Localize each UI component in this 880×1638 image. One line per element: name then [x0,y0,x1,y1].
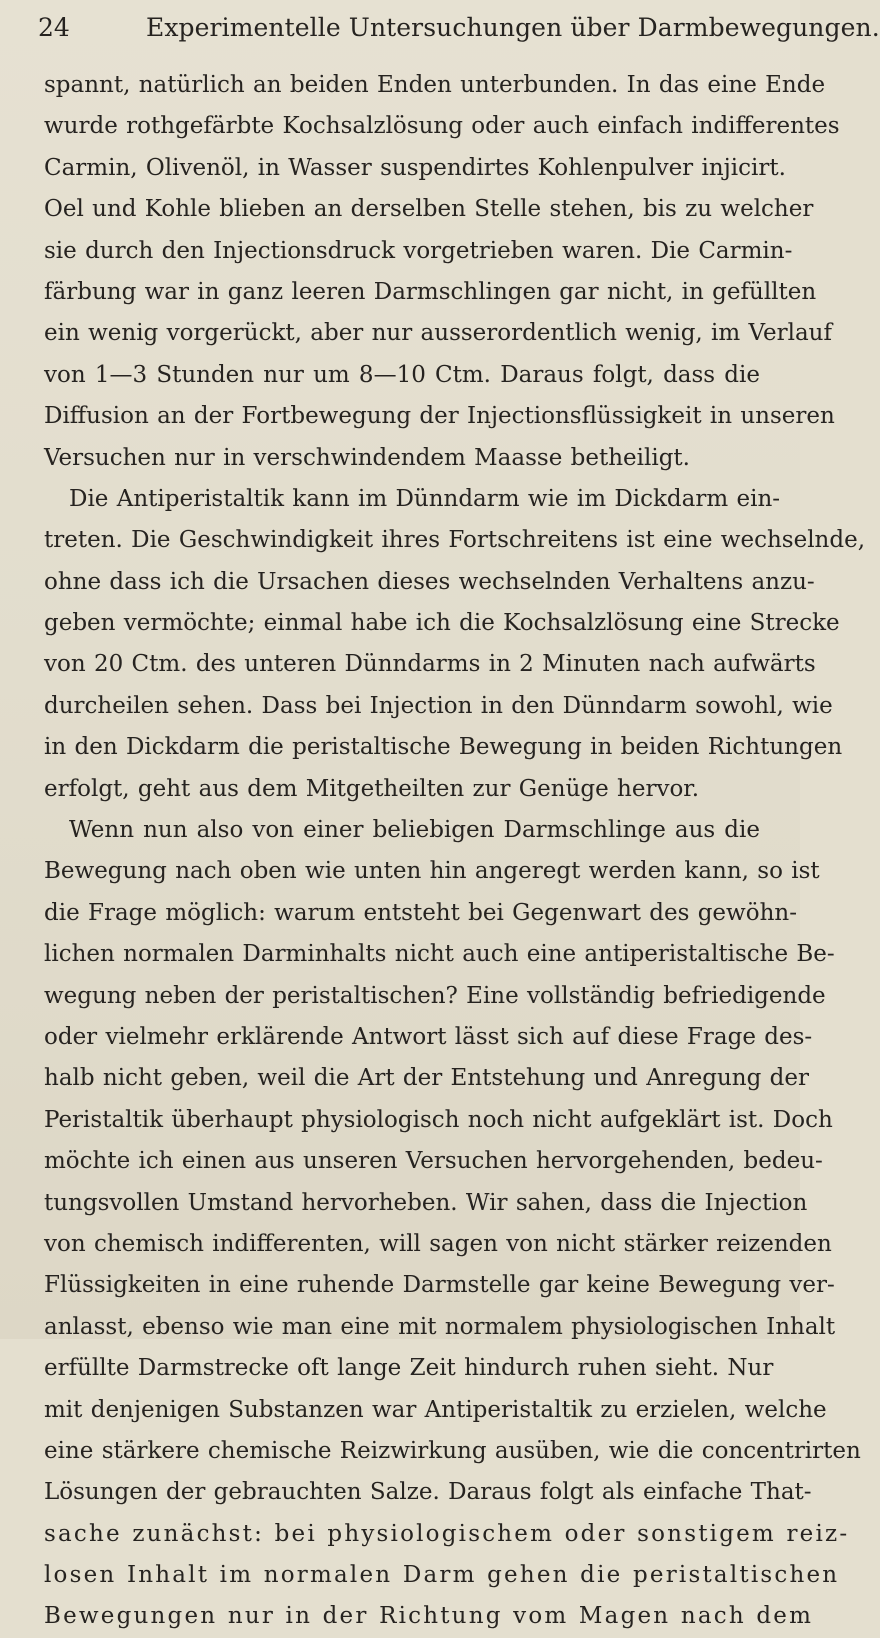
text-line: lichen normalen Darminhalts nicht auch eine antiperistaltische Be- [44,941,835,968]
text-line: Wenn nun also von einer beliebigen Darmschlinge aus die [69,817,760,844]
page-number: 24 [38,13,70,42]
text-line: von chemisch indifferenten, will sagen von nicht stärker reizenden [44,1230,832,1257]
text-line: Carmin, Olivenöl, in Wasser suspendirtes Kohlenpulver injicirt. [44,154,786,181]
text-line: geben vermöchte; einmal habe ich die Kochsalzlösung eine Strecke [44,610,840,637]
text-line: anlasst, ebenso wie man eine mit normalem physiologischen Inhalt [44,1313,836,1340]
text-line: färbung war in ganz leeren Darmschlingen gar nicht, in gefüllten [44,278,817,305]
text-line: eine stärkere chemische Reizwirkung ausüben, wie die concentrirten [44,1437,861,1464]
text-line: ohne dass ich die Ursachen dieses wechselnden Verhaltens anzu- [44,568,815,595]
text-line: sie durch den Injectionsdruck vorgetrieben waren. Die Carmin- [44,237,793,264]
text-line: Diffusion an der Fortbewegung der Injectionsflüssigkeit in unseren [44,403,835,430]
text-line: wegung neben der peristaltischen? Eine vollständig befriedigende [44,982,826,1009]
text-line: erfolgt, geht aus dem Mitgetheilten zur Genüge hervor. [44,775,700,802]
text-line: Flüssigkeiten in eine ruhende Darmstelle gar keine Bewegung ver- [44,1272,835,1299]
text-line: halb nicht geben, weil die Art der Entstehung und Anregung der [44,1065,809,1092]
text-line-emphasis: Bewegungen nur in der Richtung vom Magen nach dem [44,1603,814,1630]
text-line: Peristaltik überhaupt physiologisch noch nicht aufgeklärt ist. Doch [44,1106,833,1133]
text-line-emphasis: losen Inhalt im normalen Darm gehen die peristaltischen [44,1562,840,1589]
text-line: tungsvollen Umstand hervorheben. Wir sahen, dass die Injection [44,1189,808,1216]
text-line: wurde rothgefärbte Kochsalzlösung oder auch einfach indifferentes [44,113,840,140]
text-line: in den Dickdarm die peristaltische Bewegung in beiden Richtungen [44,734,843,761]
text-line: die Frage möglich: warum entsteht bei Gegenwart des gewöhn- [44,899,797,926]
body-text [44,65,866,1638]
text-line: ein wenig vorgerückt, aber nur ausserordentlich wenig, im Verlauf [44,320,833,347]
running-title: Experimentelle Untersuchungen über Darmbewegungen. [146,13,880,42]
text-line: von 1—3 Stunden nur um 8—10 Ctm. Daraus folgt, dass die [44,361,760,388]
text-line: Oel und Kohle blieben an derselben Stelle stehen, bis zu welcher [44,196,814,223]
text-line-emphasis: sache zunächst: bei physiologischem oder sonstigem reiz- [44,1520,850,1547]
text-line: Bewegung nach oben wie unten hin angeregt werden kann, so ist [44,858,820,885]
text-line: spannt, natürlich an beiden Enden unterbunden. In das eine Ende [44,72,826,98]
text-line: möchte ich einen aus unseren Versuchen hervorgehenden, bedeu- [44,1148,823,1175]
text-line: Die Antiperistaltik kann im Dünndarm wie im Dickdarm ein- [69,485,781,512]
text-line: oder vielmehr erklärende Antwort lässt sich auf diese Frage des- [44,1023,813,1050]
text-line: durcheilen sehen. Dass bei Injection in den Dünndarm sowohl, wie [44,692,833,719]
text-line: treten. Die Geschwindigkeit ihres Fortschreitens ist eine wechselnde, [44,527,866,554]
text-line: Versuchen nur in verschwindendem Maasse betheiligt. [44,444,690,471]
text-line: erfüllte Darmstrecke oft lange Zeit hindurch ruhen sieht. Nur [44,1355,774,1382]
running-head [38,8,880,48]
text-line: von 20 Ctm. des unteren Dünndarms in 2 Minuten nach aufwärts [44,651,816,678]
text-line: mit denjenigen Substanzen war Antiperistaltik zu erzielen, welche [44,1396,827,1423]
text-line: Lösungen der gebrauchten Salze. Daraus folgt als einfache That- [44,1479,812,1506]
